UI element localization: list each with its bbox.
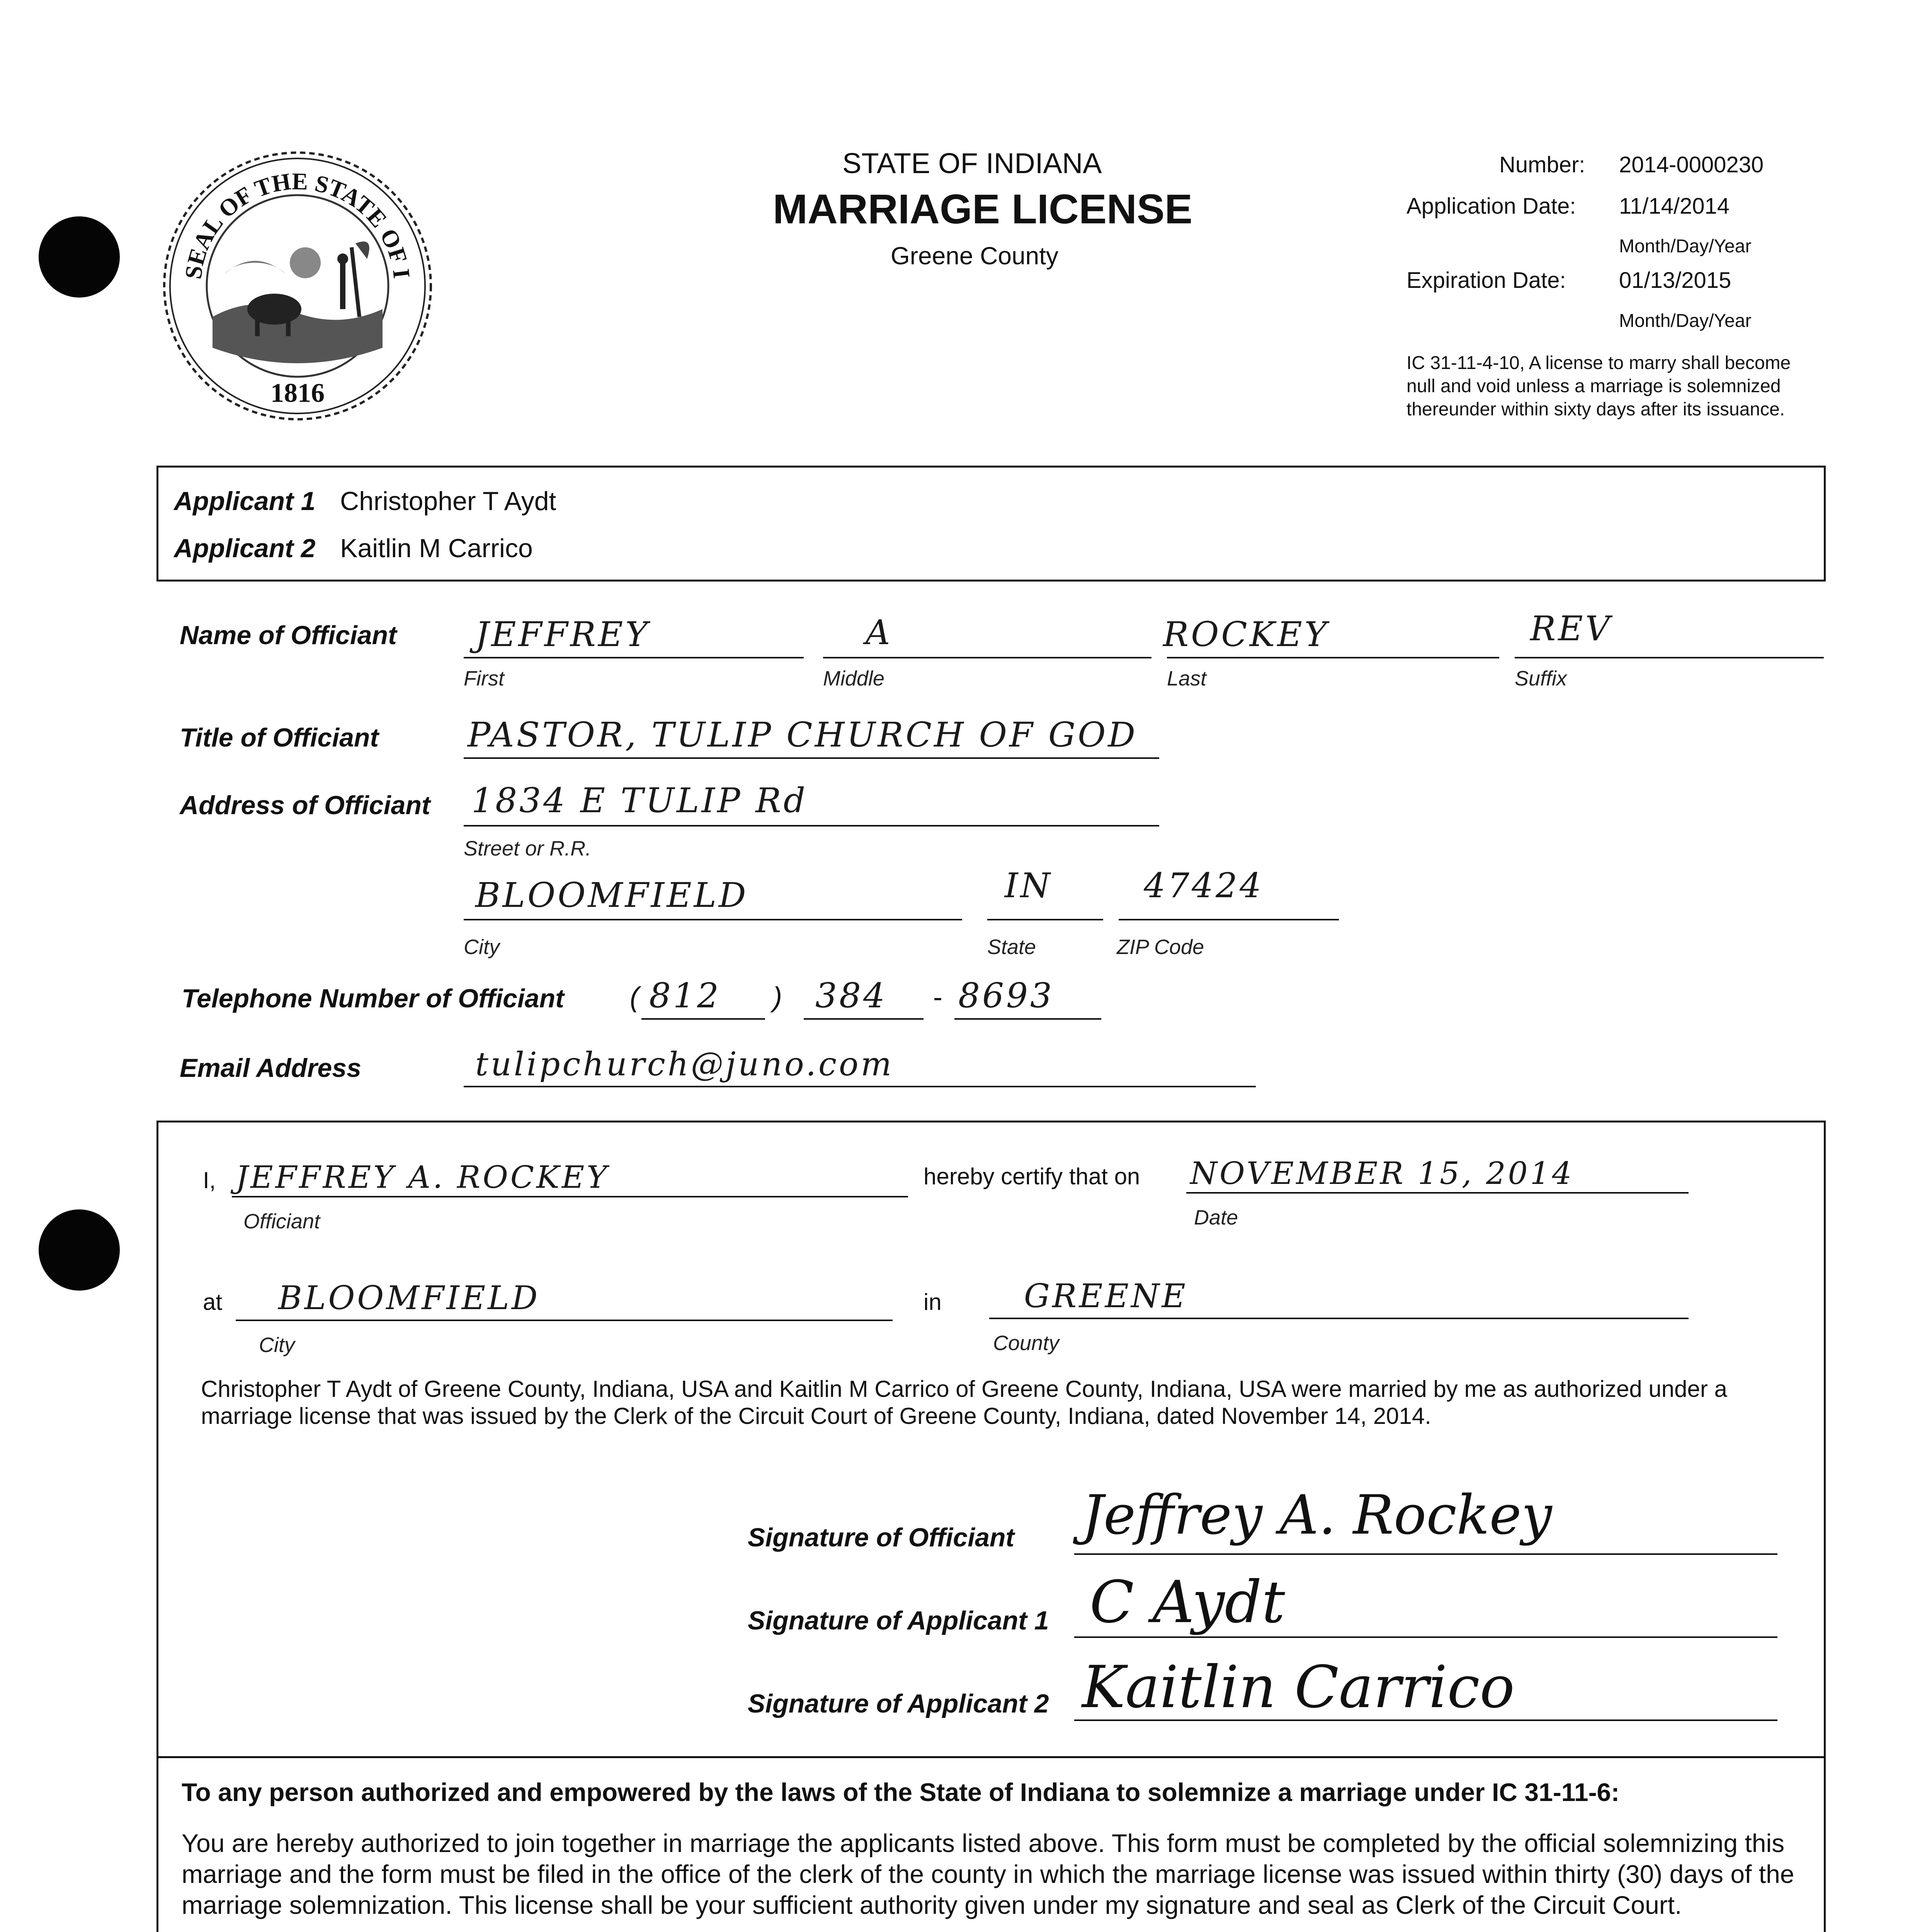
phone-dash: - [933,982,942,1013]
marriage-statement: Christopher T Aydt of Greene County, Indiana, USA and Kaitlin M Carrico of Greene County, Indiana, USA were married by me as authorized under a marriage license that was issued by the Clerk of the Circuit Court of Greene County, Indiana, dated November 14, 2014. [201,1376,1727,1429]
field-underline [1119,919,1339,920]
certifying-officiant-name: JEFFREY A. ROCKEY [236,1159,609,1195]
county-heading: Greene County [891,242,1059,270]
officiant-zip: 47424 [1144,866,1264,905]
first-caption: First [464,667,504,690]
officiant-street: 1834 E TULIP Rd [471,781,808,820]
state-heading: STATE OF INDIANA [842,147,1102,179]
marriage-county: GREENE [1024,1277,1188,1315]
field-underline [464,825,1159,827]
phone-line-number: 8693 [958,976,1054,1015]
applicant-2-name: Kaitlin M Carrico [340,534,533,563]
field-underline [954,1018,1101,1020]
field-underline [989,1318,1689,1319]
field-underline [464,1086,1256,1087]
field-underline [464,757,1159,759]
field-underline [823,657,1151,658]
field-underline [236,1320,893,1321]
city-caption: City [464,935,500,959]
officiant-signature-label: Signature of Officiant [748,1523,1015,1552]
application-date: 11/14/2014 [1619,194,1730,219]
officiant-middle-name: A [866,612,893,652]
field-underline [1186,1192,1689,1194]
officiant-title: PASTOR, TULIP CHURCH OF GOD [468,715,1138,755]
authorization-heading: To any person authorized and empowered by the laws of the State of Indiana to solemnize a marriage under IC 31-11-6: [182,1778,1620,1806]
officiant-last-name: ROCKEY [1163,614,1329,654]
street-caption: Street or R.R. [464,837,592,860]
applicant-2-label: Applicant 2 [174,534,316,563]
phone-area-code: 812 [649,976,721,1015]
officiant-state: IN [1005,866,1053,905]
certify-text: hereby certify that on [923,1163,1140,1189]
number-label: Number: [1499,152,1585,177]
date-format-hint: Month/Day/Year [1619,236,1752,257]
field-underline [1515,657,1824,658]
document-title: MARRIAGE LICENSE [773,185,1193,232]
punch-hole-top [39,216,120,298]
expiration-date: 01/13/2015 [1619,268,1731,293]
officiant-city: BLOOMFIELD [475,875,748,915]
applicant-1-name: Christopher T Aydt [340,486,556,516]
field-underline [1167,657,1499,658]
statute-note: IC 31-11-4-10, A license to marry shall become null and void unless a marriage is solemnized thereunder within sixty days after its issuance. [1406,353,1791,420]
applicants-box [156,466,1826,582]
svg-text:SEAL OF THE STATE OF INDIANA: SEAL OF THE STATE OF I [180,168,415,281]
signature-line [1074,1719,1777,1721]
field-underline [641,1018,765,1020]
officiant-first-name: JEFFREY [475,614,650,654]
marriage-city: BLOOMFIELD [278,1279,540,1317]
field-underline [987,919,1103,920]
field-underline [464,919,962,920]
applicant-1-signature-label: Signature of Applicant 1 [748,1606,1049,1635]
suffix-caption: Suffix [1515,667,1567,690]
phone-prefix: 384 [815,976,887,1015]
applicant-2-signature: Kaitlin Carrico [1082,1654,1515,1721]
date-caption: Date [1194,1206,1238,1229]
at-label: at [203,1289,223,1315]
field-underline [232,1196,908,1197]
svg-text:1816: 1816 [270,378,325,408]
officiant-phone-label: Telephone Number of Officiant [182,984,564,1013]
expiration-date-label: Expiration Date: [1406,268,1566,293]
punch-hole-middle [39,1209,120,1291]
authorization-body: You are hereby authorized to join together in marriage the applicants listed above. This form must be completed by the official solemnizing this marriage and the form must be filed in the office of the clerk of the county in which the marriage license was issued within thirty (30) days of the marriage solemnization. This license shall be your sufficient authority given under my signature and seal as Clerk of the Circuit Court. [182,1829,1794,1919]
i-label: I, [203,1167,216,1193]
officiant-caption: Officiant [243,1210,320,1233]
county-caption: County [993,1332,1060,1355]
last-caption: Last [1167,667,1207,690]
city-caption: City [259,1333,295,1357]
officiant-name-label: Name of Officiant [180,621,397,650]
application-date-label: Application Date: [1406,194,1576,219]
officiant-email-label: Email Address [180,1053,361,1083]
in-label: in [923,1289,942,1315]
signature-line [1074,1636,1777,1638]
officiant-address-label: Address of Officiant [180,791,430,820]
phone-open-paren: ( [630,982,639,1013]
officiant-title-label: Title of Officiant [180,723,379,752]
marriage-date: NOVEMBER 15, 2014 [1190,1155,1574,1191]
applicant-2-signature-label: Signature of Applicant 2 [748,1689,1049,1718]
license-number: 2014-0000230 [1619,152,1764,177]
officiant-suffix: REV [1530,609,1612,648]
phone-close-paren: ) [773,982,782,1013]
officiant-signature: Jeffrey A. Rockey [1082,1484,1552,1547]
officiant-email: tulipchurch@juno.com [475,1045,894,1083]
middle-caption: Middle [823,667,885,690]
state-caption: State [987,935,1036,959]
state-seal [158,147,437,425]
field-underline [464,657,804,658]
applicant-1-signature: C Aydt [1090,1569,1285,1636]
field-underline [804,1018,923,1020]
zip-caption: ZIP Code [1117,935,1204,959]
signature-line [1074,1553,1777,1555]
applicant-1-label: Applicant 1 [174,486,316,516]
certification-box [156,1121,1826,1758]
date-format-hint: Month/Day/Year [1619,311,1752,331]
